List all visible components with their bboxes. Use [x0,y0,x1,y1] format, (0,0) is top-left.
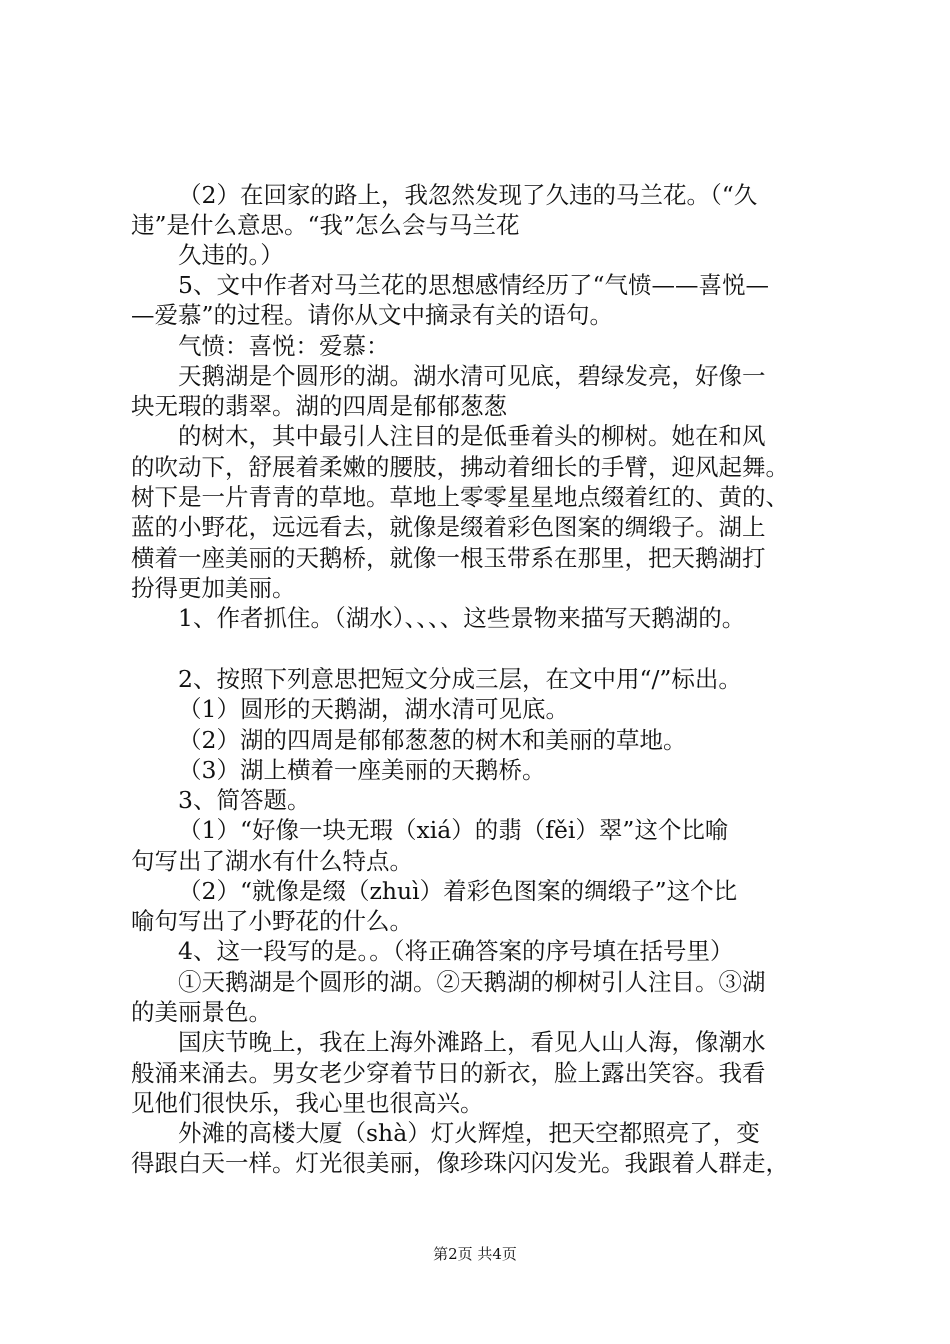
text-line: 喻句写出了小野花的什么。 [131,907,413,935]
text-line: 2、按照下列意思把短文分成三层，在文中用“/”标出。 [178,665,742,693]
text-line: 违”是什么意思。“我”怎么会与马兰花 [131,211,520,239]
text-line: 的树木，其中最引人注目的是低垂着头的柳树。她在和风 [178,422,766,450]
text-line: —爱慕”的过程。请你从文中摘录有关的语句。 [131,301,614,329]
text-line: （2）“就像是缀（zhuì）着彩色图案的绸缎子”这个比 [178,877,738,905]
text-line: （2）在回家的路上，我忽然发现了久违的马兰花。（“久 [178,181,758,209]
text-line: 4、这一段写的是。。（将正确答案的序号填在括号里） [178,937,734,965]
text-line: ①天鹅湖是个圆形的湖。②天鹅湖的柳树引人注目。③湖 [178,968,766,996]
page-number-footer: 第2页 共4页 [433,1245,517,1263]
text-line: 久违的。） [178,241,284,269]
text-line: 气愤：喜悦：爱慕： [178,332,390,360]
text-line: （1）圆形的天鹅湖，湖水清可见底。 [178,695,569,723]
text-line: 天鹅湖是个圆形的湖。湖水清可见底，碧绿发亮，好像一 [178,362,766,390]
text-line: （2）湖的四周是郁郁葱葱的树木和美丽的草地。 [178,726,687,754]
text-line: 句写出了湖水有什么特点。 [131,847,413,875]
text-line: 树下是一片青青的草地。草地上零零星星地点缀着红的、黄的、 [131,483,789,511]
text-line: 块无瑕的翡翠。湖的四周是郁郁葱葱 [131,392,507,420]
text-line: 见他们很快乐，我心里也很高兴。 [131,1089,484,1117]
text-line: 扮得更加美丽。 [131,574,296,602]
text-line: 5、文中作者对马兰花的思想感情经历了“气愤——喜悦— [178,271,769,299]
text-line: 的美丽景色。 [131,998,272,1026]
text-line: 蓝的小野花，远远看去，就像是缀着彩色图案的绸缎子。湖上 [131,513,766,541]
text-line: （3）湖上横着一座美丽的天鹅桥。 [178,756,546,784]
text-line: 般涌来涌去。男女老少穿着节日的新衣，脸上露出笑容。我看 [131,1059,766,1087]
text-line: 3、简答题。 [178,786,311,814]
text-line: 横着一座美丽的天鹅桥，就像一根玉带系在那里，把天鹅湖打 [131,544,766,572]
text-line: 的吹动下，舒展着柔嫩的腰肢，拂动着细长的手臂，迎风起舞。 [131,453,789,481]
text-line: 国庆节晚上，我在上海外滩路上，看见人山人海，像潮水 [178,1028,766,1056]
text-line: （1）“好像一块无瑕（xiá）的翡（fěi）翠”这个比喻 [178,816,729,844]
text-line: 外滩的高楼大厦（shà）灯火辉煌，把天空都照亮了，变 [178,1119,760,1147]
text-line: 得跟白天一样。灯光很美丽，像珍珠闪闪发光。我跟着人群走， [131,1149,789,1177]
text-line: 1、作者抓住。（湖水）、、、、这些景物来描写天鹅湖的。 [178,604,746,632]
